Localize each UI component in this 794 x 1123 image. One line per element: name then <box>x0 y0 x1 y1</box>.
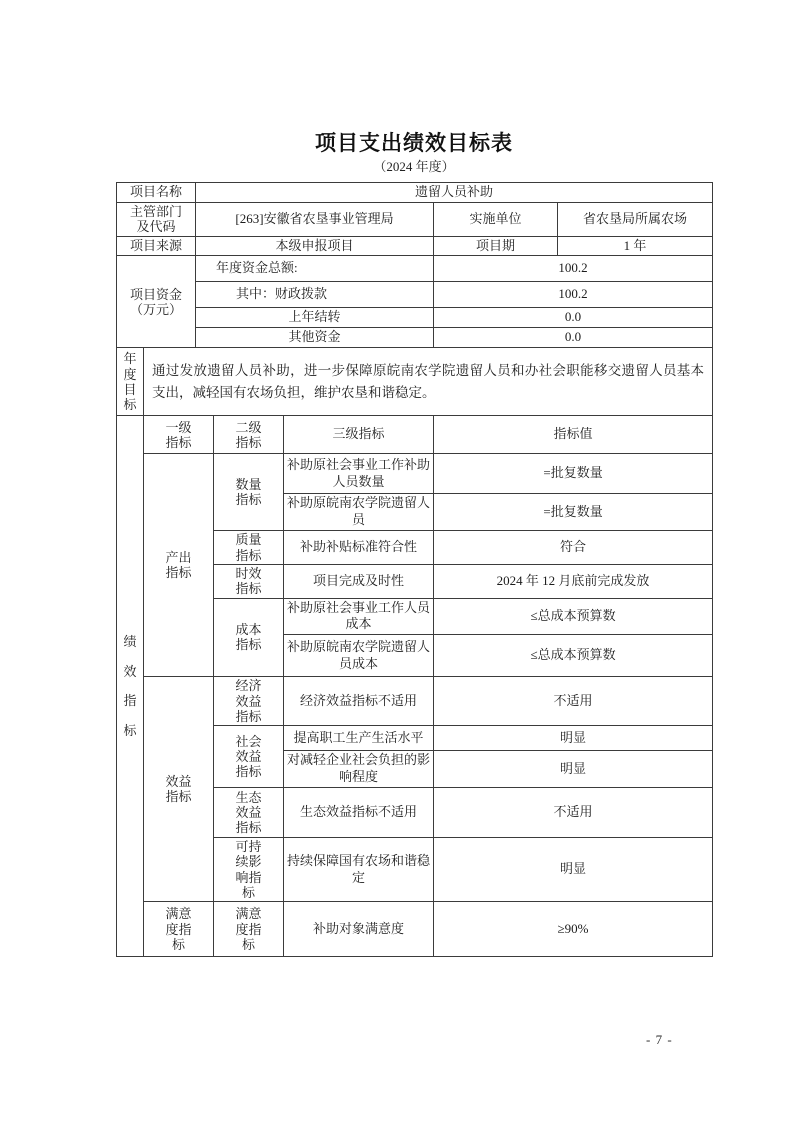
page-title: 项目支出绩效目标表 <box>315 131 513 155</box>
level2-label: 时效指标 <box>235 565 262 597</box>
indicator-l3: 持续保障国有农场和谐稳定 <box>284 838 434 902</box>
level2-label: 生态效益指标 <box>235 789 262 836</box>
indicator-l3: 经济效益指标不适用 <box>284 677 434 726</box>
indicator-value: 不适用 <box>434 788 713 838</box>
level2-cell-timeliness <box>214 564 284 598</box>
annual-goal-label-cell <box>117 348 144 416</box>
indicator-value: =批复数量 <box>434 454 713 494</box>
indicator-l3: 生态效益指标不适用 <box>284 788 434 838</box>
page-subtitle: （2024 年度） <box>373 159 455 174</box>
indicator-value: 不适用 <box>434 677 713 726</box>
level2-label: 可持续影响指标 <box>235 839 262 901</box>
project-name-value: 遗留人员补助 <box>196 183 713 203</box>
period-value: 1 年 <box>558 236 713 256</box>
performance-section-label: 绩效指标 <box>123 633 137 739</box>
dept-label: 主管部门及代码 <box>129 203 182 235</box>
annual-goal-text: 通过发放遗留人员补助，进一步保障原皖南农学院遗留人员和办社会职能移交遗留人员基本支出，减轻国有农场负担，维护农垦和谐稳定。 <box>144 348 713 416</box>
level2-cell-economic <box>214 677 284 726</box>
funds-row-label: 上年结转 <box>196 308 434 328</box>
indicator-l3: 项目完成及时性 <box>284 564 434 598</box>
funds-label: 项目资金（万元） <box>129 286 182 317</box>
indicator-l3: 补助原社会事业工作人员成本 <box>284 598 434 635</box>
indicator-l3: 对减轻企业社会负担的影响程度 <box>284 751 434 788</box>
level1-cell-satisfaction <box>144 902 214 957</box>
funds-row-label: 年度资金总额: <box>196 256 434 282</box>
level1-cell-output <box>144 454 214 677</box>
performance-target-table <box>116 182 713 957</box>
level2-cell-satisfaction <box>214 902 284 957</box>
impl-unit-label: 实施单位 <box>434 202 558 236</box>
funds-row-value: 100.2 <box>434 282 713 308</box>
project-name-label: 项目名称 <box>117 183 196 203</box>
page-number: - 7 - <box>646 1032 673 1047</box>
indicator-l3: 补助补贴标准符合性 <box>284 531 434 565</box>
level2-cell-quantity <box>214 454 284 531</box>
indicator-value: 明显 <box>434 726 713 751</box>
indicator-l3: 补助对象满意度 <box>284 902 434 957</box>
level2-label: 社会效益指标 <box>235 733 262 780</box>
funds-row-value: 100.2 <box>434 256 713 282</box>
col-header-level3: 三级指标 <box>284 416 434 454</box>
level1-cell-benefit <box>144 677 214 902</box>
funds-row-value: 0.0 <box>434 328 713 348</box>
indicator-value: 明显 <box>434 751 713 788</box>
level2-cell-sustainability <box>214 838 284 902</box>
level2-cell-cost <box>214 598 284 677</box>
period-label: 项目期 <box>434 236 558 256</box>
indicator-value: ≥90% <box>434 902 713 957</box>
indicator-l3: 补助原皖南农学院遗留人员 <box>284 494 434 531</box>
level2-label: 质量指标 <box>235 532 262 563</box>
level2-label: 数量指标 <box>235 477 262 508</box>
indicator-l3: 提高职工生产生活水平 <box>284 726 434 751</box>
indicator-value: ≤总成本预算数 <box>434 598 713 635</box>
funds-row-label: 其他资金 <box>196 328 434 348</box>
funds-row-label: 其中：财政拨款 <box>196 282 434 308</box>
impl-unit-value: 省农垦局所属农场 <box>558 202 713 236</box>
dept-value: [263]安徽省农垦事业管理局 <box>196 202 434 236</box>
indicator-l3: 补助原社会事业工作补助人员数量 <box>284 454 434 494</box>
performance-section-label-cell <box>117 416 144 957</box>
annual-goal-label: 年度目标 <box>123 351 137 413</box>
indicator-value: 符合 <box>434 531 713 565</box>
dept-label-cell <box>117 202 196 236</box>
col-header-level2 <box>214 416 284 454</box>
indicator-value: =批复数量 <box>434 494 713 531</box>
funds-label-cell <box>117 256 196 348</box>
level2-label: 成本指标 <box>235 622 262 653</box>
indicator-l3: 补助原皖南农学院遗留人员成本 <box>284 635 434 677</box>
indicator-value: 明显 <box>434 838 713 902</box>
document-content <box>116 131 712 957</box>
indicator-value: 2024 年 12 月底前完成发放 <box>434 564 713 598</box>
level1-label: 效益指标 <box>165 774 192 805</box>
level2-cell-social <box>214 726 284 788</box>
col-header-value: 指标值 <box>434 416 713 454</box>
level2-cell-quality <box>214 531 284 565</box>
col-header-level1-text: 一级指标 <box>165 419 192 450</box>
level1-label: 满意度指标 <box>165 906 192 953</box>
level2-cell-ecological <box>214 788 284 838</box>
level1-label: 产出指标 <box>165 550 192 581</box>
source-value: 本级申报项目 <box>196 236 434 256</box>
level2-label: 满意度指标 <box>235 906 262 953</box>
col-header-level2-text: 二级指标 <box>235 419 262 450</box>
col-header-level1 <box>144 416 214 454</box>
level2-label: 经济效益指标 <box>235 678 262 724</box>
source-label: 项目来源 <box>117 236 196 256</box>
funds-row-value: 0.0 <box>434 308 713 328</box>
indicator-value: ≤总成本预算数 <box>434 635 713 677</box>
